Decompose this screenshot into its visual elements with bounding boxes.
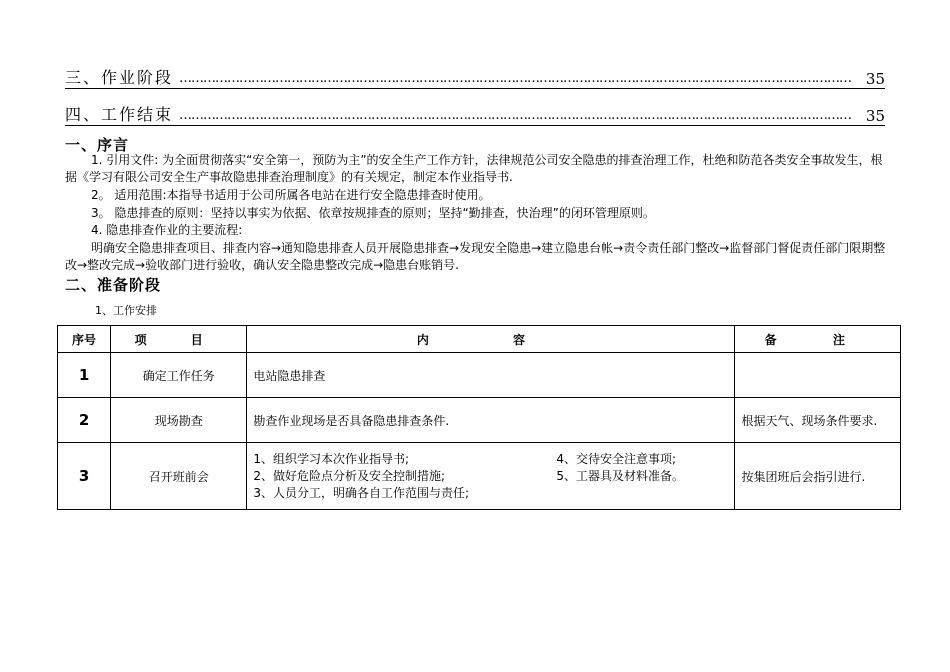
- row-number: 1: [58, 353, 111, 398]
- paragraph-flow-title: 4. 隐患排查作业的主要流程:: [91, 223, 243, 237]
- toc-line-operation[interactable]: [65, 66, 885, 89]
- row-item: 现场勘查: [111, 398, 247, 443]
- row-content: 勘查作业现场是否具备隐患排查条件.: [247, 398, 735, 443]
- header-number: 序号: [58, 326, 111, 353]
- toc-title: 四、工作结束: [65, 105, 174, 124]
- toc-leader-dots: ……………………………………………………………………………………………………………………………………………………: [179, 108, 852, 123]
- header-content: 内 容: [247, 326, 735, 353]
- checklist-item: 2、做好危险点分析及安全控制措施;: [253, 469, 446, 483]
- toc-leader-dots: ……………………………………………………………………………………………………………………………………………………: [179, 71, 852, 86]
- paragraph-reference-documents: 1. 引用文件: 为全面贯彻落实“安全第一，预防为主”的安全生产工作方针，法律规范公司安全隐患的排查治理工作，杜绝和防范各类安全事故发生，根据《学习有限公司安全生产事故隐患排查治理制度》的有关规定，制定本作业指导书.: [65, 153, 883, 184]
- row-content: [247, 443, 735, 510]
- row-note: [735, 353, 901, 398]
- row-item: 召开班前会: [111, 443, 247, 510]
- toc-line-finish[interactable]: [65, 103, 885, 126]
- row-content: 电站隐患排查: [247, 353, 735, 398]
- checklist-item: [556, 485, 728, 501]
- table-row: [58, 353, 901, 398]
- pre-shift-meeting-checklist: [253, 451, 728, 501]
- table-header-row: [58, 326, 901, 353]
- row-note: 根据天气、现场条件要求.: [735, 398, 901, 443]
- toc-page-number: 35: [865, 70, 885, 88]
- checklist-item: 3、人员分工，明确各自工作范围与责任;: [253, 486, 470, 500]
- row-number: 2: [58, 398, 111, 443]
- subheading-work-arrangement: 1、工作安排: [95, 304, 157, 317]
- toc-page-number: 35: [865, 107, 885, 125]
- row-item: 确定工作任务: [111, 353, 247, 398]
- paragraph-flow: 明确安全隐患排查项目、排查内容→通知隐患排查人员开展隐患排查→发现安全隐患→建立隐患台帐→责令责任部门整改→监督部门督促责任部门限期整改→整改完成→验收部门进行验收，确认安全隐患整改完成→隐患台账销号.: [65, 241, 886, 272]
- header-note: 备 注: [735, 326, 901, 353]
- row-note: 按集团班后会指引进行.: [735, 443, 901, 510]
- section-heading-preface: 一、序言: [65, 136, 130, 154]
- table-row: [58, 443, 901, 510]
- work-arrangement-table: [57, 325, 901, 510]
- row-number: 3: [58, 443, 111, 510]
- header-item: 项 目: [111, 326, 247, 353]
- section-heading-preparation: 二、准备阶段: [65, 276, 162, 294]
- checklist-item: 4、交待安全注意事项;: [556, 452, 677, 466]
- checklist-item: 1、组织学习本次作业指导书;: [253, 452, 410, 466]
- table-row: [58, 398, 901, 443]
- toc-title: 三、作业阶段: [65, 68, 174, 87]
- paragraph-principles: 3。 隐患排查的原则：坚持以事实为依据、依章按规排查的原则；坚持“勤排查，快治理”的闭环管理原则。: [91, 206, 655, 220]
- paragraph-scope: 2。 适用范围:本指导书适用于公司所属各电站在进行安全隐患排查时使用。: [91, 188, 491, 202]
- checklist-item: 5、工器具及材料准备。: [556, 469, 685, 483]
